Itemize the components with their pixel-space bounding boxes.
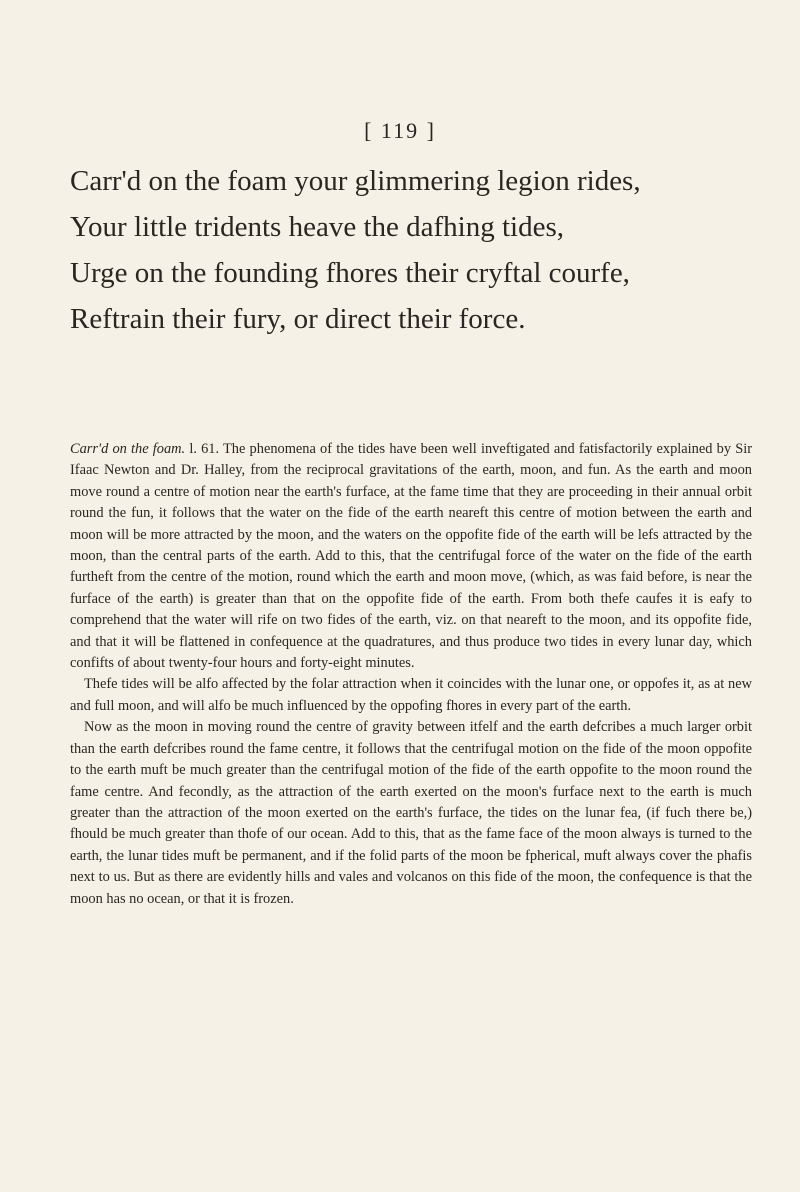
- page-number: [ 119 ]: [364, 118, 436, 143]
- note-paragraph: [70, 439, 752, 674]
- verse-line: Your little tridents heave the dafhing tides,: [70, 211, 564, 243]
- note-paragraph: Now as the moon in moving round the centre of gravity between itfelf and the earth defcribes a much larger orbit than the earth defcribes round the fame centre, it follows that the centrifugal motion on the fide of the moon oppofite to the earth muft be much greater than the centrifugal motion of the fide of the earth oppofite to the moon round the fame centre. And fecondly, as the attraction of the earth exerted on the moon's furface next to the earth is much greater than the attraction of the moon exerted on the earth's furface, the tides on the lunar fea, (if fuch there be,) fhould be much greater than thofe of our ocean. Add to this, that as the fame face of the moon always is turned to the earth, the lunar tides muft be permanent, and if the folid parts of the moon be fpherical, muft always cover the phafis next to us. But as there are evidently hills and vales and volcanos on this fide of the moon, the confequence is that the moon has no ocean, or that it is frozen.: [70, 719, 752, 907]
- verse-stanza: [70, 158, 770, 342]
- verse-line: Urge on the founding fhores their cryftal courfe,: [70, 257, 630, 289]
- note-paragraph: Thefe tides will be alfo affected by the folar attraction when it coincides with the lunar one, or oppofes it, as at new and full moon, and will alfo be much influenced by the oppofing fhores in every part of the earth.: [70, 676, 752, 714]
- note-text: l. 61. The phenomena of the tides have been well inveftigated and fatisfactorily explained by Sir Ifaac Newton and Dr. Halley, from the reciprocal gravitations of the earth, moon, and fun. As the earth and moon move round a centre of motion near the earth's furface, at the fame time that they are proceeding in their annual orbit round the fun, it follows that the water on the fide of the earth neareft this centre of motion between the earth and moon will be more attracted by the moon, and the waters on the oppofite fide of the earth will be lefs attracted by the moon, than the central parts of the earth. Add to this, that the centrifugal force of the water on the fide of the earth furtheft from the centre of the motion, round which the earth and moon move, (which, as was faid before, is near the furface of the earth) is greater than that on the oppofite fide of the earth. From both thefe caufes it is eafy to comprehend that the water will rife on two fides of the earth, viz. on that neareft to the moon, and its oppofite fide, and that it will be flattened in confequence at the quadratures, and thus produce two tides in every lunar day, which confifts of about twenty-four hours and forty-eight minutes.: [70, 441, 752, 672]
- note-lemma: Carr'd on the foam.: [70, 441, 186, 457]
- footnotes: [70, 439, 752, 910]
- verse-line: Carr'd on the foam your glimmering legion rides,: [70, 165, 641, 197]
- verse-line: Reftrain their fury, or direct their force.: [70, 303, 526, 335]
